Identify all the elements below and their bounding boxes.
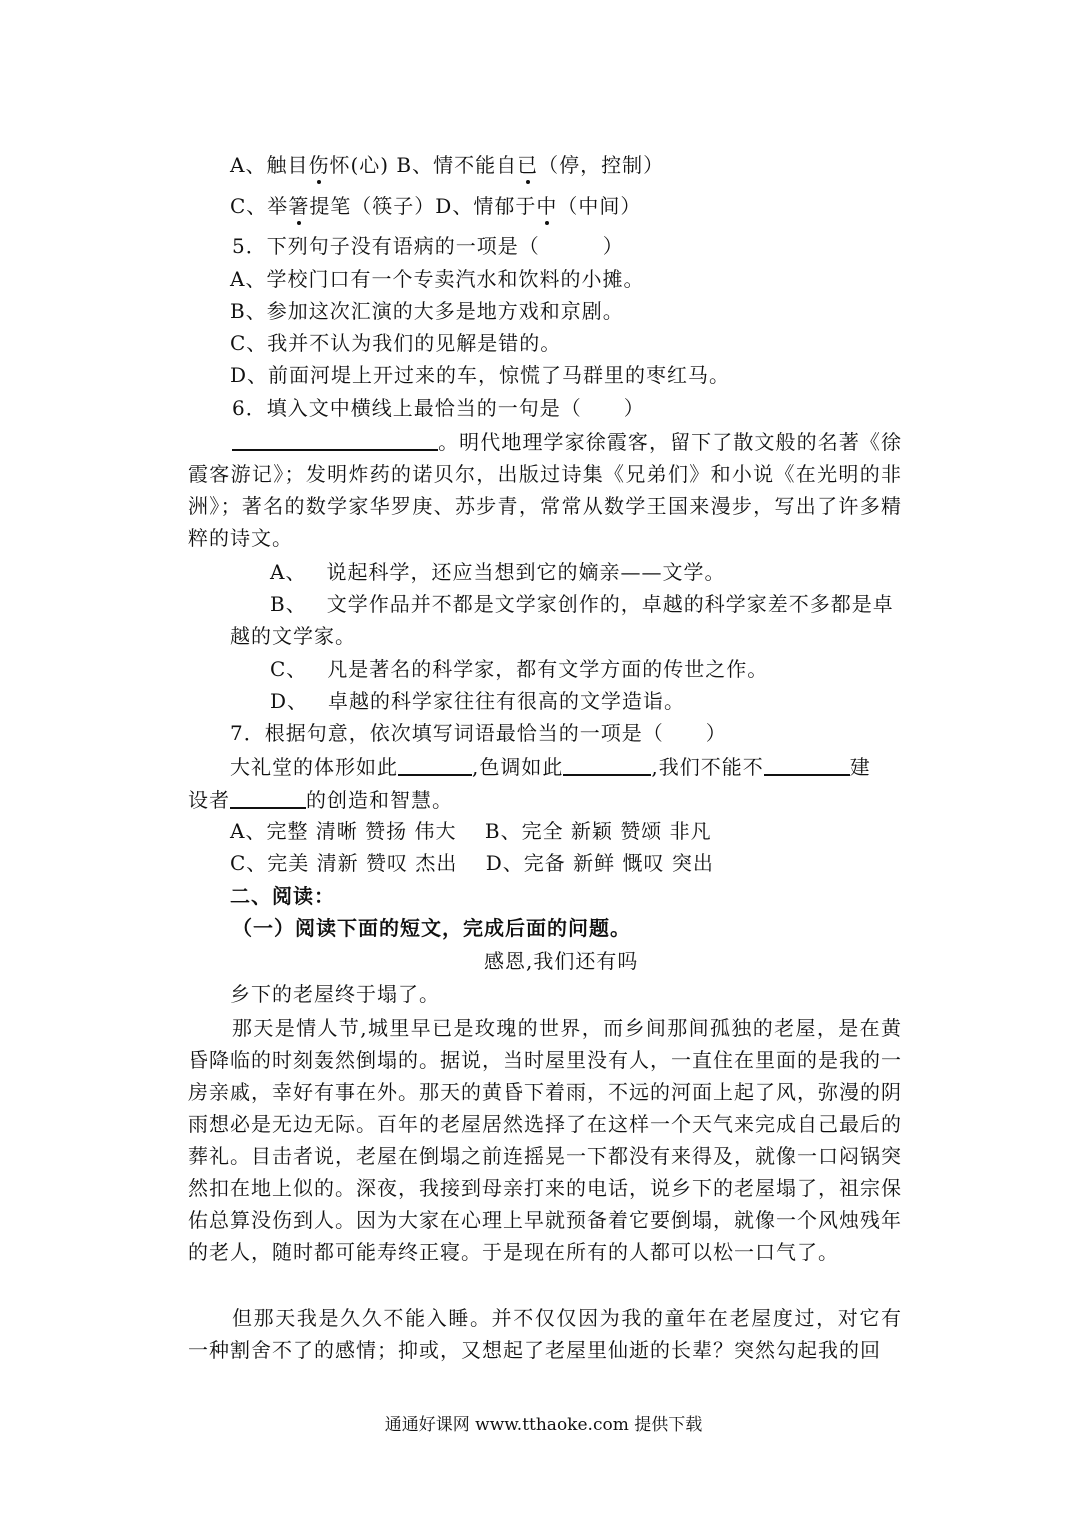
q7-blank-3	[764, 752, 850, 776]
q7-options-line-2: C、完美 清新 赞叹 杰出 D、完备 新鲜 慨叹 突出	[230, 851, 714, 875]
article-paragraph-2: 那天是情人节,城里早已是玫瑰的世界，而乡间那间孤独的老屋，是在黄昏降临的时刻轰然倒塌的。据说，当时屋里没有人，一直住在里面的是我的一房亲戚，幸好有事在外。那天的黄昏下着雨，不远的河面上起了风，弥漫的阴雨想必是无边无际。百年的老屋居然选择了在这样一个天气来完成自己最后的葬礼。目击者说，老屋在倒塌之前连摇晃一下都没有来得及，就像一口闷锅突然扣在地上似的。深夜，我接到母亲打来的电话，说乡下的老屋塌了，祖宗保佑总算没伤到人。因为大家在心理上早就预备着它要倒塌，就像一个风烛残年的老人，随时都可能寿终正寝。于是现在所有的人都可以松一口气了。	[188, 1016, 902, 1264]
q6-option-b-label: B、	[270, 592, 307, 616]
q4-options-line-1	[230, 151, 664, 179]
q7-stem: 7．根据句意，依次填写词语最恰当的一项是（ ）	[230, 721, 727, 745]
q7-blank-2	[563, 752, 651, 776]
article-paragraph-3: 但那天我是久久不能入睡。并不仅仅因为我的童年在老屋度过，对它有一种割舍不了的感情；抑或，又想起了老屋里仙逝的长辈？突然勾起我的回	[188, 1306, 902, 1362]
q7-blank-4	[230, 785, 306, 809]
q4-option-b-dotted-char: 已	[517, 153, 539, 177]
q6-option-b	[270, 590, 894, 618]
q7-sentence-part-2: ,色调如此	[472, 755, 564, 779]
q6-answer-blank	[232, 427, 438, 451]
q7-blank-1	[398, 752, 472, 776]
q7-sentence-part-1: 大礼堂的体形如此	[230, 755, 398, 779]
q5-option-a: A、学校门口有一个专卖汽水和饮料的小摊。	[230, 267, 645, 291]
q4-option-b-suffix: （停，控制）	[538, 153, 665, 177]
q4-options-line-2	[230, 192, 641, 220]
q6-option-d-label: D、	[270, 689, 309, 713]
q7-sentence-part-6: 的创造和智慧。	[306, 788, 453, 812]
q7-options-line-1: A、完整 清晰 赞扬 伟大 B、完全 新颖 赞颂 非凡	[230, 819, 712, 843]
q7-sentence-part-3: ,我们不能不	[651, 755, 764, 779]
q7-sentence-part-5: 设者	[188, 788, 230, 812]
q4-option-c-d-text: 提笔（筷子）D、情郁于	[309, 194, 537, 218]
section-heading: 二、阅读：	[230, 884, 335, 908]
q6-option-d	[270, 687, 685, 715]
q5-stem: 5．下列句子没有语病的一项是（ ）	[232, 234, 624, 258]
q6-option-a	[270, 558, 725, 586]
article-title: 感恩,我们还有吗	[484, 949, 639, 973]
q4-option-a-prefix: A、触目	[230, 153, 309, 177]
q6-option-a-text: 说起科学，还应当想到它的嫡亲——文学。	[326, 560, 726, 584]
q6-option-b-continuation: 越的文学家。	[230, 624, 356, 648]
q6-option-d-text: 卓越的科学家往往有很高的文学造诣。	[328, 689, 686, 713]
q5-option-b: B、参加这次汇演的大多是地方戏和京剧。	[230, 299, 624, 323]
q6-passage-text: 。明代地理学家徐霞客，留下了散文般的名著《徐霞客游记》；发明炸药的诺贝尔，出版过诗集《兄弟们》和小说《在光明的非洲》；著名的数学家华罗庚、苏步青，常常从数学王国来漫步，写出了许多精粹的诗文。	[188, 430, 902, 550]
q6-option-a-label: A、	[270, 560, 307, 584]
q6-option-c	[270, 655, 768, 683]
q6-option-c-label: C、	[270, 657, 308, 681]
q6-option-c-text: 凡是著名的科学家，都有文学方面的传世之作。	[327, 657, 769, 681]
q5-option-d: D、前面河堤上开过来的车，惊慌了马群里的枣红马。	[230, 363, 731, 387]
q7-sentence-line-2	[188, 785, 453, 814]
q5-option-c: C、我并不认为我们的见解是错的。	[230, 331, 562, 355]
q4-option-d-suffix: （中间）	[557, 194, 642, 218]
q6-passage	[188, 426, 902, 554]
q4-option-a-b-text: 怀(心) B、情不能自	[329, 153, 518, 177]
q6-stem: 6．填入文中横线上最恰当的一句是（ ）	[232, 396, 645, 420]
q4-option-c-dotted-char: 箸	[288, 194, 310, 218]
q4-option-a-dotted-char: 伤	[308, 153, 330, 177]
article-paragraph-1: 乡下的老屋终于塌了。	[230, 982, 440, 1006]
q7-sentence-line-1	[230, 752, 871, 781]
q6-option-b-text: 文学作品并不都是文学家创作的，卓越的科学家差不多都是卓	[326, 592, 894, 616]
q7-sentence-part-4: 建	[849, 755, 871, 779]
q4-option-c-prefix: C、举	[230, 194, 289, 218]
q4-option-d-dotted-char: 中	[536, 194, 558, 218]
section-subheading: （一）阅读下面的短文，完成后面的问题。	[232, 916, 631, 940]
page-footer: 通通好课网 www.tthaoke.com 提供下载	[384, 1415, 703, 1435]
